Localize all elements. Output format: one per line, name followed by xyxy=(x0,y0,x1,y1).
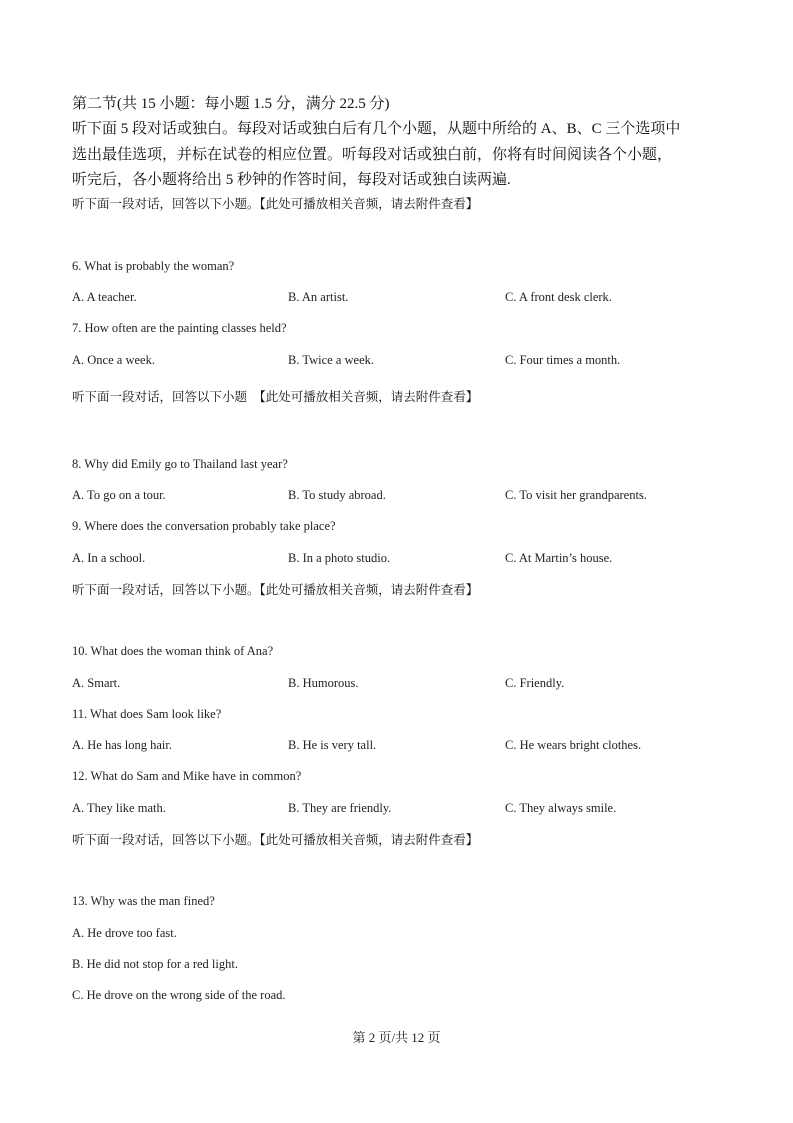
audio-instruction-3: 听下面一段对话，回答以下小题。【此处可播放相关音频，请去附件查看】 xyxy=(72,582,479,597)
question-6-option-c: C. A front desk clerk. xyxy=(505,290,612,304)
question-8-option-c: C. To visit her grandparents. xyxy=(505,488,647,502)
question-10-option-c: C. Friendly. xyxy=(505,676,565,690)
question-12-option-a: A. They like math. xyxy=(72,801,166,815)
question-9-option-c: C. At Martin’s house. xyxy=(505,551,613,565)
audio-instruction-4: 听下面一段对话，回答以下小题。【此处可播放相关音频，请去附件查看】 xyxy=(72,832,479,847)
question-11-option-b: B. He is very tall. xyxy=(288,738,377,752)
question-7: 7. How often are the painting classes held? xyxy=(72,321,287,335)
question-10-option-a: A. Smart. xyxy=(72,676,121,690)
question-10: 10. What does the woman think of Ana? xyxy=(72,644,274,658)
section-directions-line-1: 听下面 5 段对话或独白。每段对话或独白后有几个小题，从题中所给的 A、B、C 三个选项中 xyxy=(72,121,681,137)
question-6: 6. What is probably the woman? xyxy=(72,259,235,273)
question-11-option-a: A. He has long hair. xyxy=(72,738,172,752)
question-7-option-a: A. Once a week. xyxy=(72,353,155,367)
question-9: 9. Where does the conversation probably take place? xyxy=(72,519,336,533)
question-8-option-a: A. To go on a tour. xyxy=(72,488,166,502)
question-11-option-c: C. He wears bright clothes. xyxy=(505,738,642,752)
question-6-option-a: A. A teacher. xyxy=(72,290,137,304)
page-number-footer: 第 2 页/共 12 页 xyxy=(352,1030,441,1045)
question-12: 12. What do Sam and Mike have in common? xyxy=(72,769,302,783)
question-13-option-c: C. He drove on the wrong side of the road. xyxy=(72,988,286,1002)
section-title: 第二节(共 15 小题：每小题 1.5 分，满分 22.5 分) xyxy=(72,96,390,112)
question-13-option-b: B. He did not stop for a red light. xyxy=(72,957,238,971)
question-11: 11. What does Sam look like? xyxy=(72,707,222,721)
question-12-option-c: C. They always smile. xyxy=(505,801,617,815)
question-7-option-b: B. Twice a week. xyxy=(288,353,375,367)
question-9-option-a: A. In a school. xyxy=(72,551,146,565)
section-directions-line-3: 听完后，各小题将给出 5 秒钟的作答时间，每段对话或独白读两遍. xyxy=(72,172,511,188)
section-directions-line-2: 选出最佳选项，并标在试卷的相应位置。听每段对话或独白前，你将有时间阅读各个小题， xyxy=(72,147,673,163)
question-10-option-b: B. Humorous. xyxy=(288,676,359,690)
question-8: 8. Why did Emily go to Thailand last year? xyxy=(72,457,288,471)
question-6-option-b: B. An artist. xyxy=(288,290,349,304)
question-9-option-b: B. In a photo studio. xyxy=(288,551,391,565)
question-7-option-c: C. Four times a month. xyxy=(505,353,621,367)
question-13: 13. Why was the man fined? xyxy=(72,894,215,908)
question-8-option-b: B. To study abroad. xyxy=(288,488,386,502)
question-12-option-b: B. They are friendly. xyxy=(288,801,392,815)
audio-instruction-1: 听下面一段对话，回答以下小题。【此处可播放相关音频，请去附件查看】 xyxy=(72,196,479,211)
question-13-option-a: A. He drove too fast. xyxy=(72,926,177,940)
audio-instruction-2: 听下面一段对话，回答以下小题 【此处可播放相关音频，请去附件查看】 xyxy=(72,389,479,404)
